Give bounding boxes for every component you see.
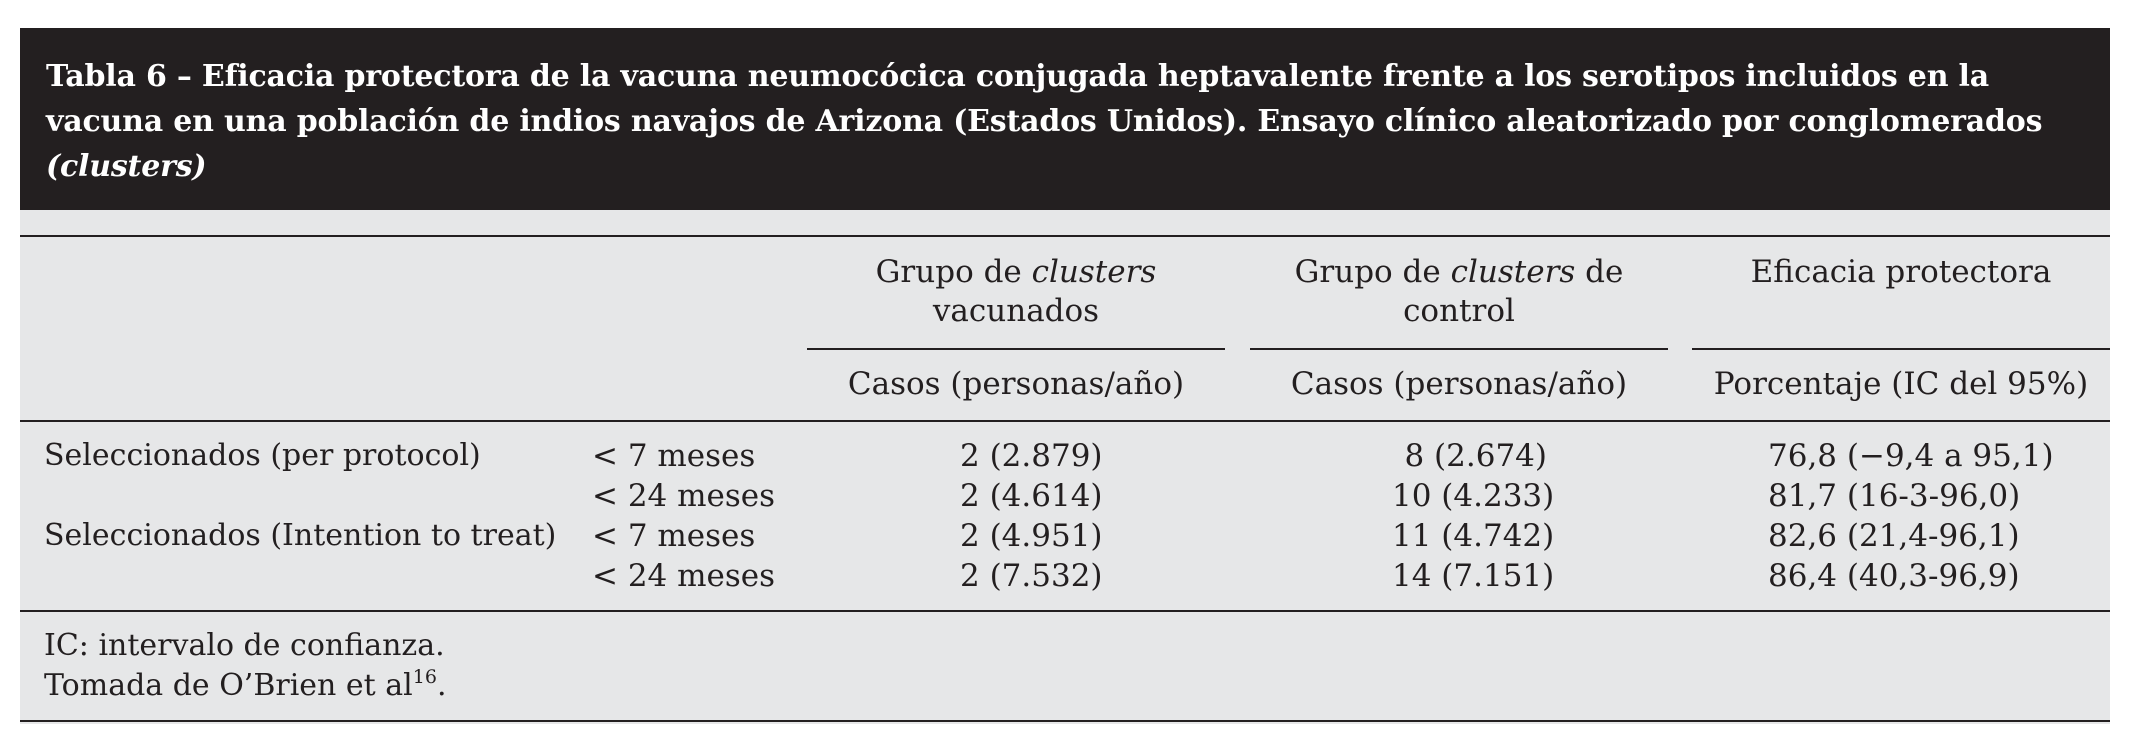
row-vaccinated-cases: 2 (4.951) xyxy=(960,518,1103,554)
subheader-vaccinated: Casos (personas/año) xyxy=(847,366,1185,402)
header-vaccinated-prefix: Grupo de xyxy=(875,254,1032,290)
row-control-cases: 14 (7.151) xyxy=(1392,558,1555,594)
body-bottom-rule xyxy=(20,610,2110,612)
footnote-reference: 16 xyxy=(412,666,437,688)
row-efficacy: 82,6 (21,4-96,1) xyxy=(1768,518,2020,554)
table-title-bar xyxy=(20,28,2110,210)
footnote-source-text: Tomada de O’Brien et al xyxy=(44,668,413,703)
title-line-1: Tabla 6 – Eficacia protectora de la vacuna neumocócica conjugada heptavalente frente a los serotipos incluidos en la xyxy=(46,59,1989,94)
row-control-cases: 11 (4.742) xyxy=(1392,518,1555,554)
row-age: < 24 meses xyxy=(592,558,776,594)
header-vaccinated-italic: clusters xyxy=(1031,254,1157,290)
row-vaccinated-cases: 2 (4.614) xyxy=(960,478,1103,514)
header-control-italic: clusters xyxy=(1450,254,1576,290)
table-top-rule xyxy=(20,235,2110,237)
header-control-line2: control xyxy=(1403,293,1515,329)
table-title xyxy=(46,54,2084,189)
row-age: < 24 meses xyxy=(592,478,776,514)
row-efficacy: 81,7 (16-3-96,0) xyxy=(1768,478,2021,514)
row-vaccinated-cases: 2 (2.879) xyxy=(960,438,1103,474)
data-table xyxy=(20,210,2110,724)
header-control-rule xyxy=(1250,348,1668,350)
header-bottom-rule xyxy=(20,420,2110,422)
row-control-cases: 10 (4.233) xyxy=(1392,478,1555,514)
row-label: Seleccionados (per protocol) xyxy=(44,438,481,473)
subheader-efficacy: Porcentaje (IC del 95%) xyxy=(1713,366,2089,402)
row-age: < 7 meses xyxy=(592,438,756,474)
footnote-source xyxy=(44,666,446,706)
row-age: < 7 meses xyxy=(592,518,756,554)
header-vaccinated-rule xyxy=(807,348,1225,350)
title-line-2: vacuna en una población de indios navajos de Arizona (Estados Unidos). Ensayo clínico aleatorizado por conglomerados xyxy=(46,104,2043,139)
header-efficacy xyxy=(1692,253,2110,292)
row-label: Seleccionados (Intention to treat) xyxy=(44,518,557,553)
header-control-suffix: de xyxy=(1575,254,1624,290)
header-vaccinated xyxy=(807,253,1225,331)
header-control-prefix: Grupo de xyxy=(1294,254,1451,290)
header-efficacy-line1: Eficacia protectora xyxy=(1750,254,2052,290)
row-control-cases: 8 (2.674) xyxy=(1404,438,1547,474)
table-bottom-rule xyxy=(20,720,2110,722)
header-vaccinated-line2: vacunados xyxy=(932,293,1100,329)
footnote-abbreviation: IC: intervalo de confianza. xyxy=(44,628,445,663)
row-efficacy: 86,4 (40,3-96,9) xyxy=(1768,558,2020,594)
subheader-control: Casos (personas/año) xyxy=(1290,366,1628,402)
header-efficacy-rule xyxy=(1692,348,2110,350)
header-control xyxy=(1250,253,1668,331)
footnote-source-end: . xyxy=(436,668,447,703)
row-efficacy: 76,8 (−9,4 a 95,1) xyxy=(1768,438,2054,474)
title-line-3: (clusters) xyxy=(46,149,207,184)
row-vaccinated-cases: 2 (7.532) xyxy=(960,558,1103,594)
